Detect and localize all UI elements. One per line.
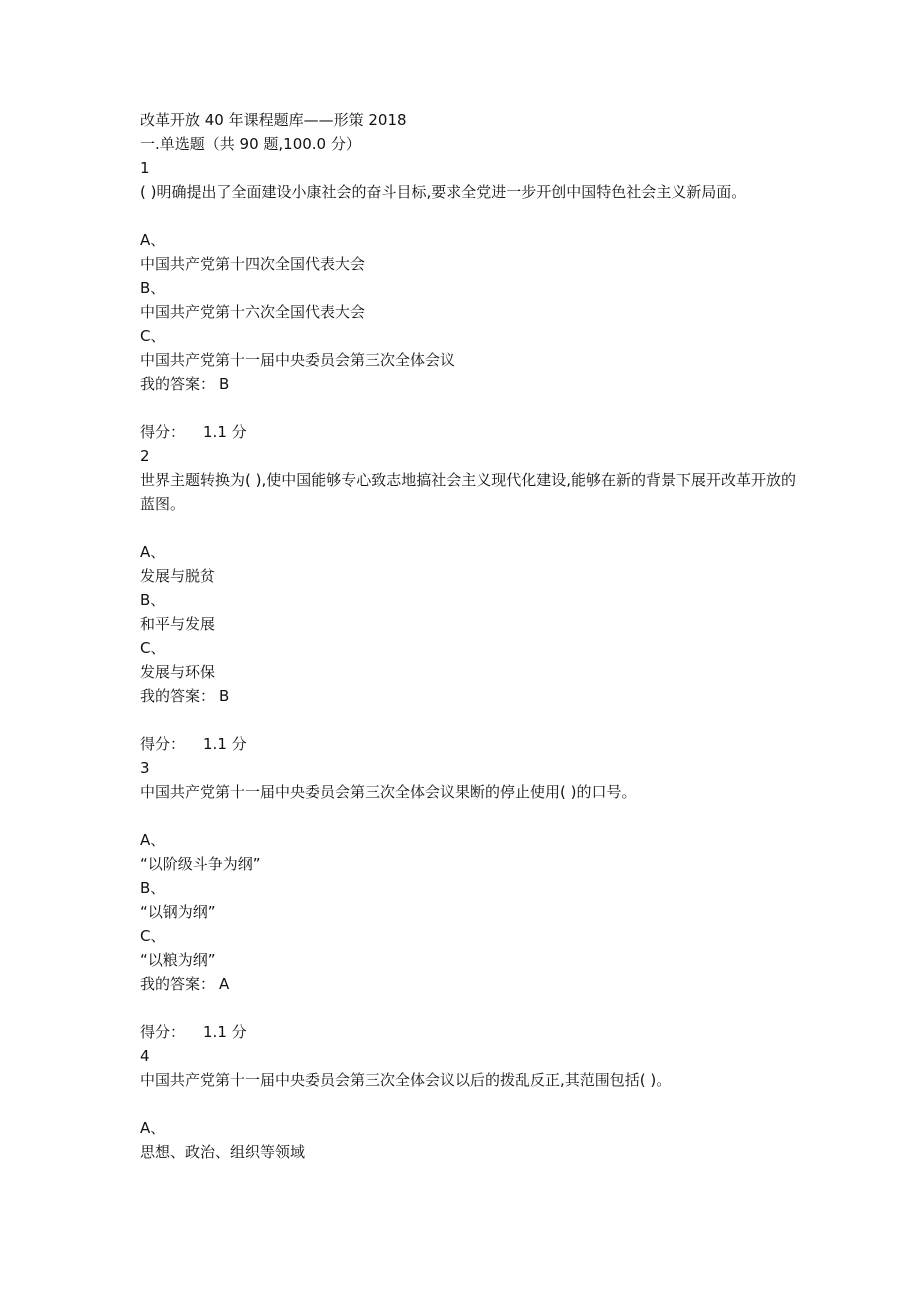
question-text: ( )明确提出了全面建设小康社会的奋斗目标,要求全党进一步开创中国特色社会主义新局面。 xyxy=(140,183,747,201)
option-letter: B、 xyxy=(140,879,166,897)
option-text: “以阶级斗争为纲” xyxy=(140,855,261,873)
score-label: 得分： xyxy=(140,1023,186,1041)
my-answer-value: B xyxy=(219,375,230,393)
option-text: 中国共产党第十一届中央委员会第三次全体会议 xyxy=(140,351,456,369)
option-letter: C、 xyxy=(140,327,166,345)
question-text: 世界主题转换为( ),使中国能够专心致志地搞社会主义现代化建设,能够在新的背景下展开改革开放的蓝图。 xyxy=(140,471,797,513)
score xyxy=(140,420,840,444)
document-page xyxy=(140,108,840,1164)
section-heading: 一.单选题（共 90 题,100.0 分） xyxy=(140,135,361,153)
score xyxy=(140,1020,840,1044)
option-text: “以粮为纲” xyxy=(140,951,216,969)
question-text: 中国共产党第十一届中央委员会第三次全体会议果断的停止使用( )的口号。 xyxy=(140,783,637,801)
option-text: 思想、政治、组织等领域 xyxy=(140,1143,306,1161)
score xyxy=(140,732,840,756)
option-letter: A、 xyxy=(140,1119,166,1137)
document-title: 改革开放 40 年课程题库——形策 2018 xyxy=(140,111,407,129)
my-answer xyxy=(140,372,840,396)
question-number: 1 xyxy=(140,159,150,177)
option-letter: C、 xyxy=(140,639,166,657)
score-value: 1.1 分 xyxy=(203,423,247,441)
option-text: 和平与发展 xyxy=(140,615,216,633)
option-text: 发展与脱贫 xyxy=(140,567,216,585)
option-text: 中国共产党第十四次全国代表大会 xyxy=(140,255,366,273)
my-answer xyxy=(140,972,840,996)
my-answer xyxy=(140,684,840,708)
question-text: 中国共产党第十一届中央委员会第三次全体会议以后的拨乱反正,其范围包括( )。 xyxy=(140,1071,672,1089)
my-answer-value: A xyxy=(219,975,230,993)
option-text: 中国共产党第十六次全国代表大会 xyxy=(140,303,366,321)
question-4 xyxy=(140,1044,840,1164)
my-answer-label: 我的答案： xyxy=(140,687,216,705)
score-value: 1.1 分 xyxy=(203,735,247,753)
option-text: “以钢为纲” xyxy=(140,903,216,921)
score-label: 得分： xyxy=(140,735,186,753)
option-letter: C、 xyxy=(140,927,166,945)
question-1 xyxy=(140,156,840,444)
question-number: 4 xyxy=(140,1047,150,1065)
question-number: 2 xyxy=(140,447,150,465)
option-letter: A、 xyxy=(140,231,166,249)
my-answer-value: B xyxy=(219,687,230,705)
option-letter: A、 xyxy=(140,543,166,561)
option-letter: A、 xyxy=(140,831,166,849)
option-letter: B、 xyxy=(140,591,166,609)
question-3 xyxy=(140,756,840,1044)
question-number: 3 xyxy=(140,759,150,777)
my-answer-label: 我的答案： xyxy=(140,375,216,393)
my-answer-label: 我的答案： xyxy=(140,975,216,993)
score-value: 1.1 分 xyxy=(203,1023,247,1041)
question-2 xyxy=(140,444,840,756)
score-label: 得分： xyxy=(140,423,186,441)
option-letter: B、 xyxy=(140,279,166,297)
option-text: 发展与环保 xyxy=(140,663,216,681)
